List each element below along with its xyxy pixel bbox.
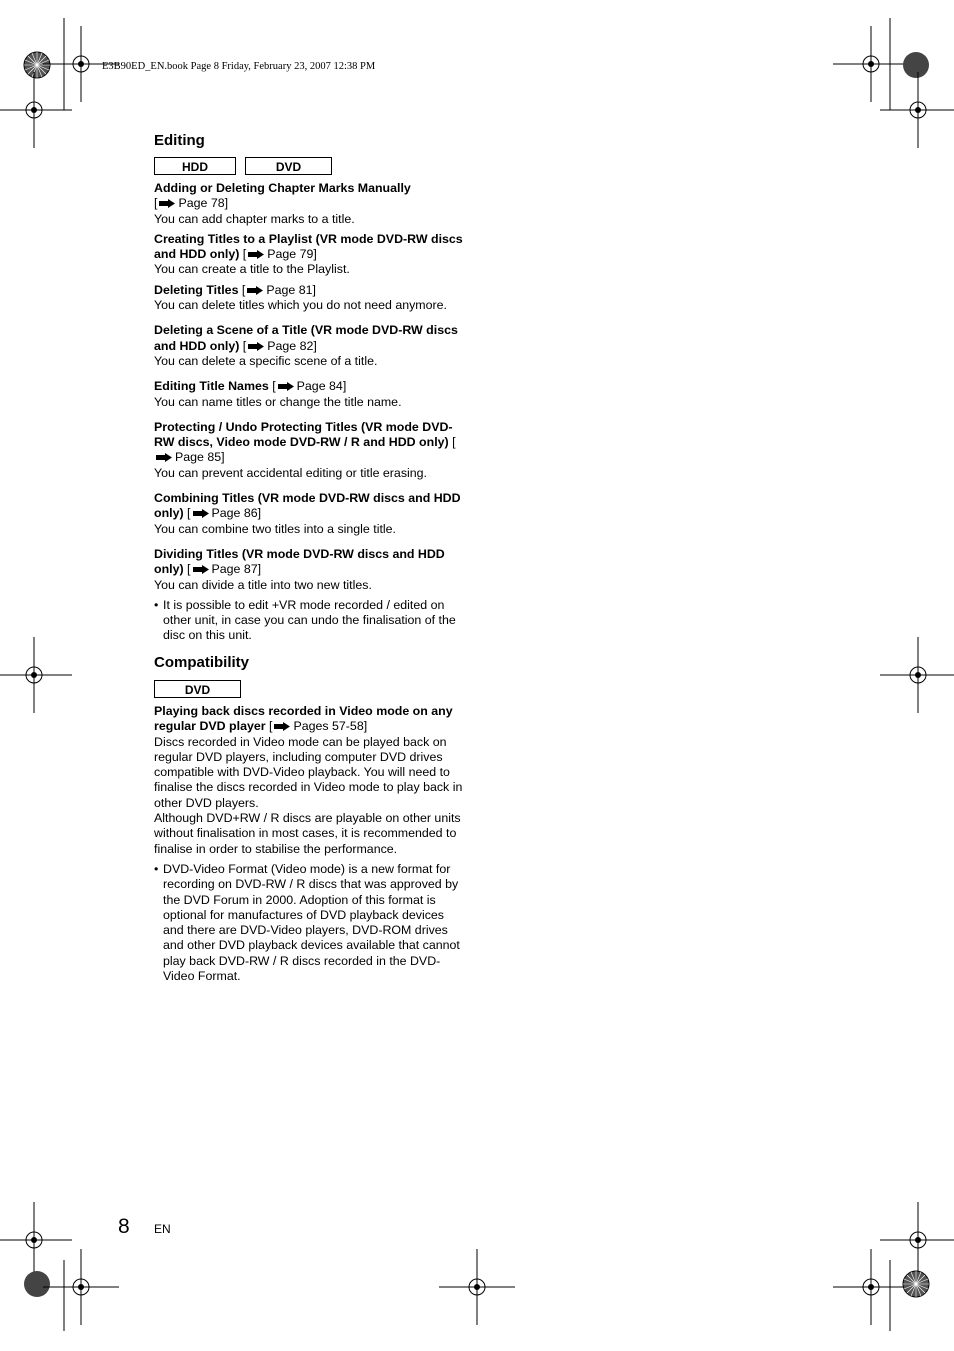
paragraph: Although DVD+RW / R discs are playable on other units without finalisation in most cases, it is recommended to finalise in order to stabilise the performance.: [154, 811, 461, 856]
language-code: EN: [154, 1222, 171, 1236]
entry-title: Combining Titles (VR mode DVD-RW discs and HDD only): [154, 491, 461, 521]
entry-desc: You can delete a specific scene of a title.: [154, 353, 378, 368]
entry-title: Adding or Deleting Chapter Marks Manually: [154, 181, 411, 195]
editing-entry: Creating Titles to a Playlist (VR mode DVD-RW discs and HDD only) [ Page 79] You can create a title to the Playlist.: [154, 231, 463, 277]
page-link[interactable]: Page 84]: [296, 379, 347, 394]
page-ref-arrow-icon: [159, 199, 175, 208]
editing-title: Editing: [154, 132, 205, 149]
bullet-text: DVD-Video Format (Video mode) is a new format for recording on DVD-RW / R discs that was approved by the DVD Forum in 2000. Adoption of this format is optional for manufactures of DVD playback devices and there are DVD-Video players, DVD-ROM drives and other DVD playback devices available that cannot play back DVD-RW / R discs recorded in the DVD-Video Format.: [163, 861, 460, 984]
page-link[interactable]: Page 81]: [266, 282, 316, 297]
page-link[interactable]: Page 79]: [267, 247, 317, 262]
page-link[interactable]: Page 78]: [178, 196, 229, 211]
editing-entry: Editing Title Names [ Page 84] You can name titles or change the title name.: [154, 379, 402, 409]
entry-title: Deleting Titles: [154, 282, 239, 297]
print-header: E3B90ED_EN.book Page 8 Friday, February 23, 2007 12:38 PM: [102, 61, 376, 72]
page-ref-arrow-icon: [278, 382, 294, 391]
page-ref-arrow-icon: [247, 286, 263, 295]
compatibility-title: Compatibility: [154, 654, 250, 671]
editing-section: [154, 132, 464, 649]
entry-desc: You can combine two titles into a single title.: [154, 521, 396, 536]
editing-entry: Protecting / Undo Protecting Titles (VR mode DVD-RW discs, Video mode DVD-RW / R and HDD only) [Page 85] You can prevent accidental editing or title erasing.: [154, 419, 456, 480]
entry-desc: You can prevent accidental editing or title erasing.: [154, 465, 427, 480]
entry-desc: You can add chapter marks to a title.: [154, 211, 355, 226]
page-link[interactable]: Pages 57-58]: [293, 719, 368, 734]
entry-desc: You can create a title to the Playlist.: [154, 262, 350, 277]
page-link[interactable]: Page 86]: [211, 506, 262, 521]
entry-title: Deleting a Scene of a Title (VR mode DVD-RW discs and HDD only): [154, 323, 458, 353]
entry-title: Protecting / Undo Protecting Titles (VR mode DVD-RW discs, Video mode DVD-RW / R and HDD only): [154, 419, 453, 450]
page-link[interactable]: Page 85]: [175, 450, 225, 465]
page-ref-arrow-icon: [156, 453, 172, 462]
entry-title: Editing Title Names: [154, 379, 269, 394]
page-link[interactable]: Page 87]: [211, 562, 262, 577]
note-bullet: [154, 862, 464, 984]
note-bullet: [154, 598, 464, 644]
page-ref-arrow-icon: [193, 509, 209, 518]
page-ref-arrow-icon: [274, 722, 290, 731]
entry-title: Dividing Titles (VR mode DVD-RW discs and HDD only): [154, 546, 445, 577]
compatibility-badges: [154, 680, 464, 698]
paragraph: Discs recorded in Video mode can be played back on regular DVD players, including computer DVD drives compatible with DVD-Video playback. You will need to finalise the discs recorded in Video mode to play back in other DVD players.: [154, 734, 463, 810]
editing-entry: Adding or Deleting Chapter Marks Manually [ Page 78] You can add chapter marks to a title.: [154, 181, 411, 226]
editing-entry: Deleting a Scene of a Title (VR mode DVD-RW discs and HDD only) [ Page 82] You can delete a specific scene of a title.: [154, 323, 458, 368]
entry-title: Creating Titles to a Playlist (VR mode DVD-RW discs and HDD only): [154, 231, 463, 262]
entry-desc: You can name titles or change the title name.: [154, 394, 402, 409]
entry-desc: You can divide a title into two new titles.: [154, 577, 372, 592]
compatibility-section: [154, 654, 464, 989]
entry-title: Playing back discs recorded in Video mode on any regular DVD player: [154, 704, 453, 734]
page-link[interactable]: Page 82]: [267, 338, 317, 353]
compatibility-entry: Playing back discs recorded in Video mode on any regular DVD player [ Pages 57-58]: [154, 704, 453, 734]
editing-entry: Deleting Titles [ Page 81] You can delete titles which you do not need anymore.: [154, 282, 447, 313]
bullet-text: It is possible to edit +VR mode recorded / edited on other unit, in case you can undo the finalisation of the disc on this unit.: [163, 597, 456, 643]
page-ref-arrow-icon: [193, 565, 209, 574]
editing-entry: Dividing Titles (VR mode DVD-RW discs and HDD only) [ Page 87] You can divide a title into two new titles.: [154, 546, 445, 592]
page-ref-arrow-icon: [248, 342, 264, 351]
bullet-dot: •: [154, 597, 159, 612]
page-ref-arrow-icon: [248, 250, 264, 259]
editing-badges: [154, 157, 464, 175]
entry-desc: You can delete titles which you do not need anymore.: [154, 298, 447, 313]
editing-entry: Combining Titles (VR mode DVD-RW discs and HDD only) [ Page 86] You can combine two titles into a single title.: [154, 491, 461, 536]
page-number: 8: [118, 1215, 130, 1238]
bullet-dot: •: [154, 861, 159, 876]
dvd-badge: DVD: [245, 157, 332, 175]
hdd-badge: HDD: [154, 157, 236, 175]
dvd-badge: DVD: [154, 680, 241, 698]
